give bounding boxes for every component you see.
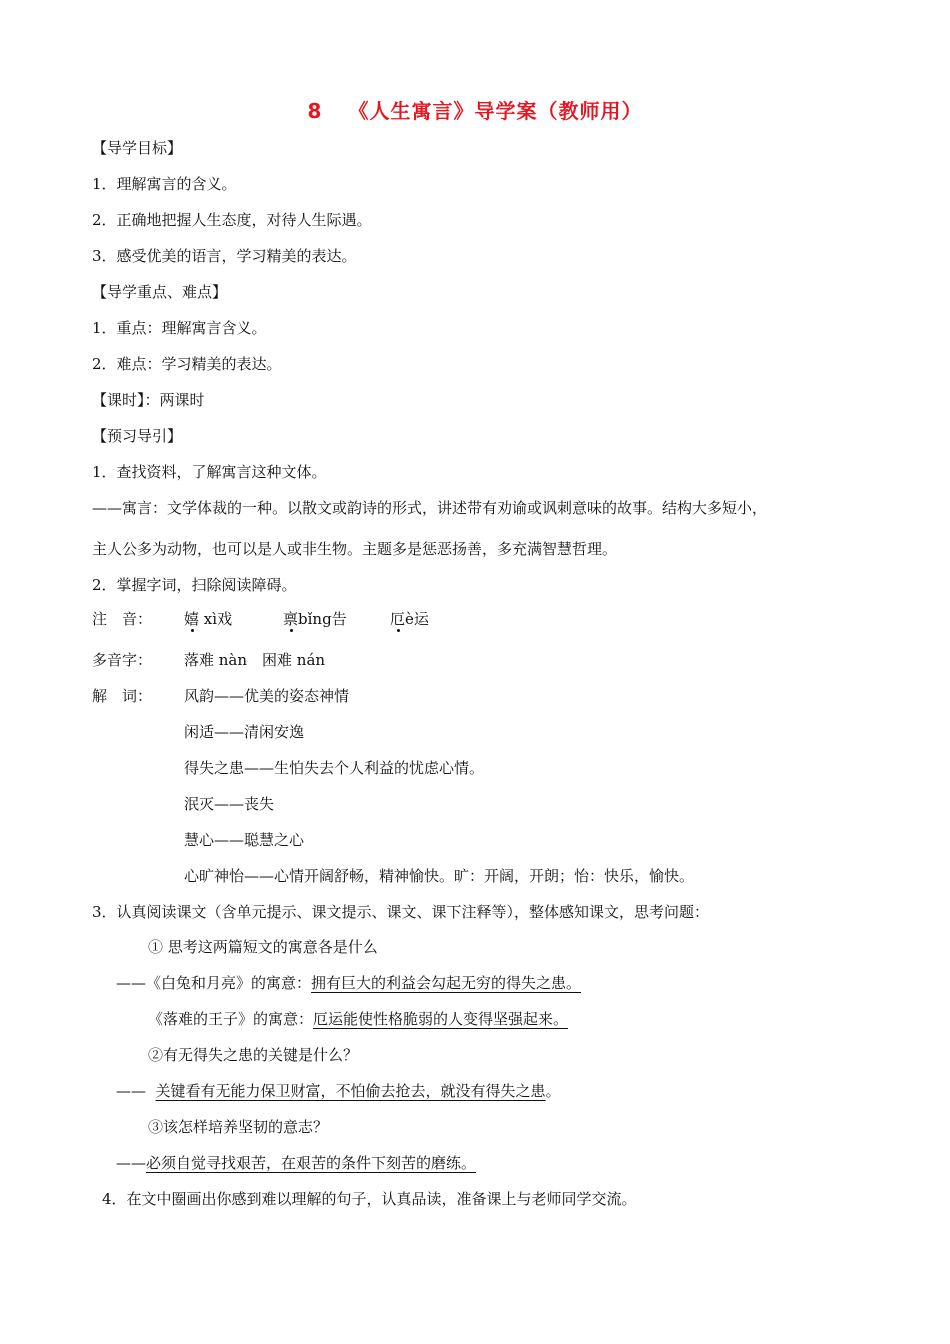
- duoyin-label: 多音字：: [92, 651, 153, 669]
- answer-prefix: ——: [116, 1082, 156, 1100]
- answer-prefix: ——: [116, 1154, 146, 1172]
- preview-item-3: 3．认真阅读课文（含单元提示、课文提示、课文、课下注释等），整体感知课文，思考问题：: [92, 903, 710, 921]
- title-text: 《人生寓言》导学案（教师用）: [348, 99, 643, 123]
- underlined-answer: 厄运能使性格脆弱的人变得坚强起来。: [313, 1010, 569, 1028]
- pinyin: xì: [203, 610, 218, 628]
- answer-end: 。: [545, 1082, 561, 1100]
- pinyin: è: [405, 610, 414, 628]
- dotted-char: 嬉: [184, 610, 200, 628]
- answer-prefix: ——《白兔和月亮》的寓意：: [116, 974, 312, 992]
- goal-heading: 【导学目标】: [92, 139, 183, 157]
- jieci-item-5: 慧心——聪慧之心: [184, 831, 305, 849]
- underlined-answer: 拥有巨大的利益会勾起无穷的得失之患。: [311, 974, 582, 992]
- duoyin-text: 落难 nàn 困难 nán: [184, 651, 326, 669]
- question-1: ① 思考这两篇短文的寓意各是什么: [148, 938, 378, 956]
- jieci-item-2: 闲适——清闲安逸: [184, 723, 305, 741]
- word-rest: 运: [413, 610, 429, 628]
- dotted-char: 禀: [283, 610, 299, 628]
- page-title: [0, 101, 950, 121]
- key-item-2: 2．难点：学习精美的表达。: [92, 355, 282, 373]
- jieci-label: 解 词：: [92, 687, 153, 705]
- preview-item-2: 2．掌握字词，扫除阅读障碍。: [92, 576, 297, 594]
- goal-item-2: 2．正确地把握人生态度，对待人生际遇。: [92, 211, 372, 229]
- key-heading: 【导学重点、难点】: [92, 283, 228, 301]
- lesson-number: 8: [307, 99, 323, 123]
- answer-1a: [116, 973, 581, 993]
- fable-definition-line-1: ——寓言：文学体裁的一种。以散文或韵诗的形式，讲述带有劝谕或讽刺意味的故事。结构大多短小，: [92, 499, 768, 517]
- fable-definition-line-2: 主人公多为动物，也可以是人或非生物。主题多是惩恶扬善，多充满智慧哲理。: [92, 540, 618, 558]
- zhuyin-word-2: [283, 609, 347, 629]
- jieci-item-6: 心旷神怡——心情开阔舒畅，精神愉快。旷：开阔，开朗；怡：快乐，愉快。: [184, 867, 695, 885]
- preview-item-4: 4．在文中圈画出你感到难以理解的句子，认真品读，准备课上与老师同学交流。: [102, 1190, 637, 1208]
- pinyin: bǐng: [298, 610, 332, 628]
- underlined-answer: 必须自觉寻找艰苦，在艰苦的条件下刻苦的磨练。: [146, 1154, 477, 1172]
- preview-heading: 【预习导引】: [92, 427, 183, 445]
- word-rest: 告: [331, 610, 347, 628]
- answer-1b: [148, 1009, 568, 1029]
- goal-item-1: 1．理解寓言的含义。: [92, 175, 237, 193]
- question-2: ②有无得失之患的关键是什么？: [148, 1046, 359, 1064]
- jieci-item-3: 得失之患——生怕失去个人利益的忧虑心情。: [184, 759, 485, 777]
- question-3: ③该怎样培养坚韧的意志？: [148, 1118, 329, 1136]
- jieci-item-1: 风韵——优美的姿态神情: [184, 687, 350, 705]
- word-rest: 戏: [217, 610, 233, 628]
- zhuyin-word-1: [184, 609, 232, 629]
- underlined-answer: 关键看有无能力保卫财富，不怕偷去抢去，就没有得失之患: [155, 1082, 546, 1100]
- answer-3: [116, 1153, 476, 1173]
- dotted-char: 厄: [390, 610, 406, 628]
- key-item-1: 1．重点：理解寓言含义。: [92, 319, 267, 337]
- zhuyin-word-3: [390, 609, 429, 629]
- answer-prefix: 《落难的王子》的寓意：: [148, 1010, 314, 1028]
- jieci-item-4: 泯灭——丧失: [184, 795, 275, 813]
- class-time: 【课时】：两课时: [92, 391, 205, 409]
- preview-item-1: 1．查找资料，了解寓言这种文体。: [92, 463, 327, 481]
- zhuyin-label: 注 音：: [92, 610, 153, 628]
- goal-item-3: 3．感受优美的语言，学习精美的表达。: [92, 247, 357, 265]
- answer-2: [116, 1081, 561, 1101]
